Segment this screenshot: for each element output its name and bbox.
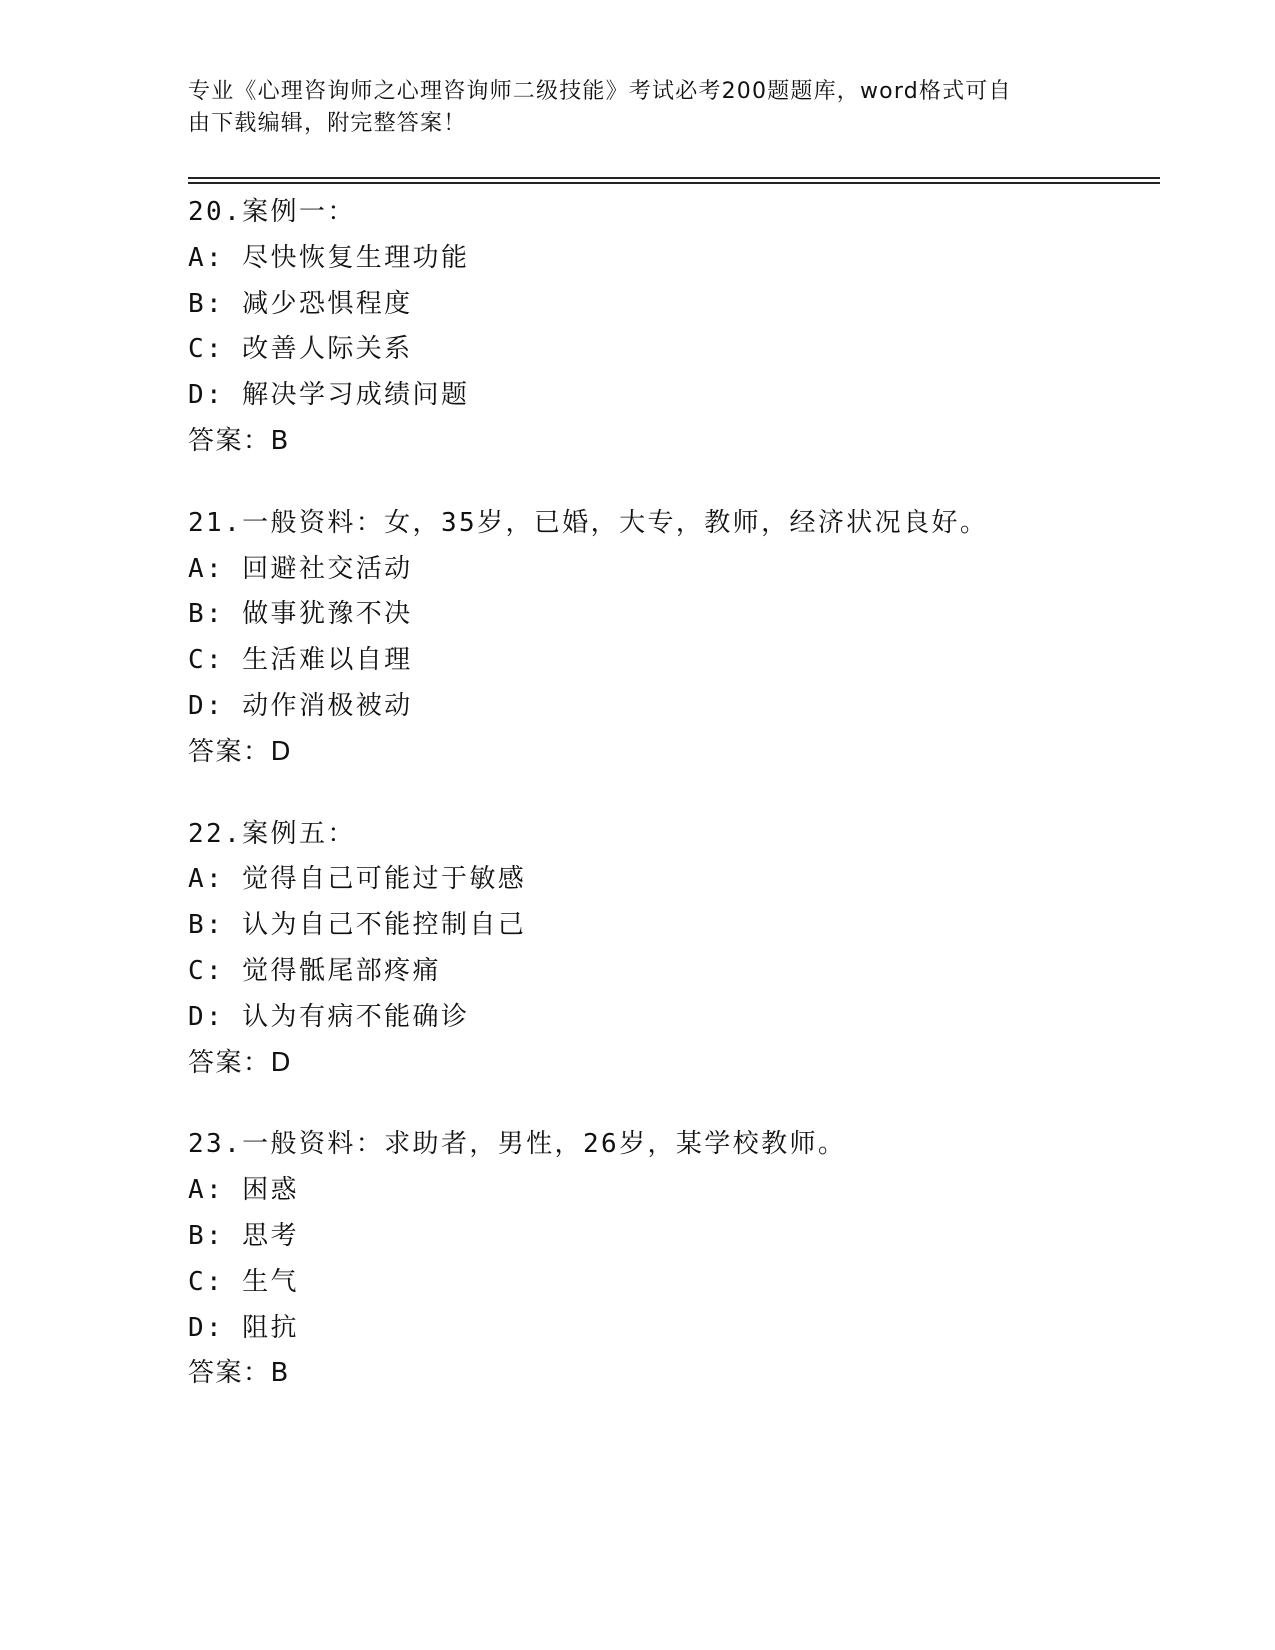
question-23 — [188, 1122, 1160, 1397]
answer-line: 答案：D — [188, 1047, 293, 1078]
question-stem: 23.一般资料：求助者，男性，26岁，某学校教师。 — [188, 1129, 847, 1160]
option-a: A: 觉得自己可能过于敏感 — [188, 864, 527, 895]
question-22 — [188, 812, 1160, 1087]
option-b: B: 减少恐惧程度 — [188, 288, 413, 319]
question-list — [188, 190, 1160, 1433]
answer-line: 答案：B — [188, 425, 290, 456]
header-line-1: 专业《心理咨询师之心理咨询师二级技能》考试必考200题题库，word格式可自 — [188, 79, 1012, 104]
question-stem: 20.案例一： — [188, 197, 356, 227]
question-21 — [188, 501, 1160, 776]
option-c: C: 生活难以自理 — [188, 645, 413, 676]
document-header — [188, 76, 1068, 140]
option-d: D: 动作消极被动 — [188, 690, 413, 721]
option-b: B: 认为自己不能控制自己 — [188, 910, 527, 941]
option-d: D: 认为有病不能确诊 — [188, 1001, 470, 1032]
question-stem: 21.一般资料：女，35岁，已婚，大专，教师，经济状况良好。 — [188, 507, 989, 538]
header-line-2: 由下载编辑，附完整答案！ — [188, 111, 467, 136]
header-rule-bottom — [188, 182, 1160, 184]
header-rule-top — [188, 177, 1160, 179]
answer-line: 答案：D — [188, 736, 293, 767]
question-stem: 22.案例五： — [188, 818, 356, 849]
option-c: C: 改善人际关系 — [188, 334, 413, 365]
answer-line: 答案：B — [188, 1358, 290, 1389]
option-a: A: 回避社交活动 — [188, 553, 413, 584]
option-d: D: 阻抗 — [188, 1312, 299, 1343]
option-b: B: 思考 — [188, 1220, 299, 1251]
option-d: D: 解决学习成绩问题 — [188, 380, 470, 411]
option-c: C: 生气 — [188, 1266, 299, 1297]
option-b: B: 做事犹豫不决 — [188, 599, 413, 630]
option-a: A: 困惑 — [188, 1175, 299, 1206]
option-a: A: 尽快恢复生理功能 — [188, 242, 470, 273]
question-20 — [188, 190, 1160, 465]
option-c: C: 觉得骶尾部疼痛 — [188, 955, 441, 986]
